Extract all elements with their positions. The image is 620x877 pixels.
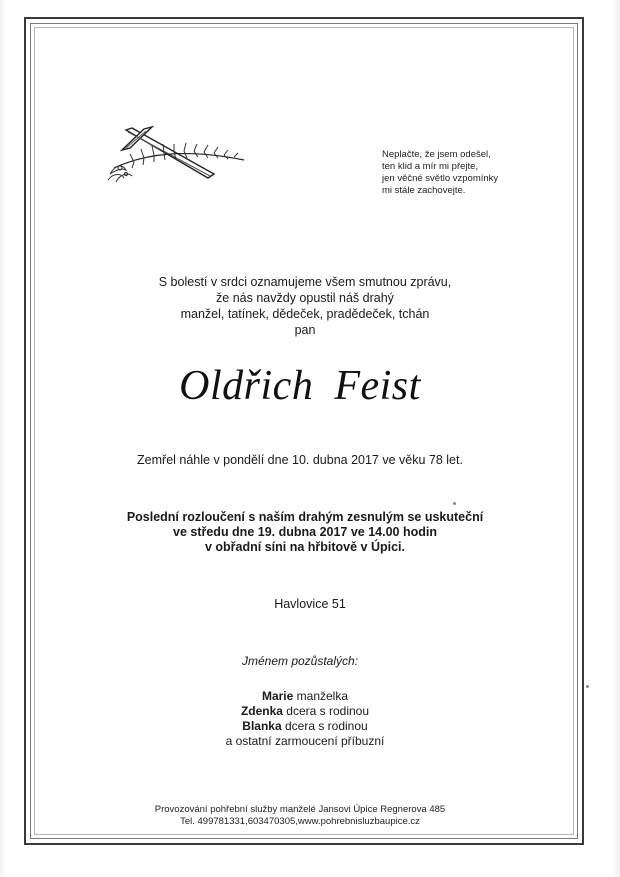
funeral-service-footer xyxy=(100,804,500,828)
scan-speck xyxy=(453,502,456,505)
cross-palm-icon xyxy=(104,124,250,184)
bereaved-entry xyxy=(150,689,460,704)
place-name: Havlovice 51 xyxy=(274,597,346,611)
bereaved-list xyxy=(150,689,460,749)
footer-line: Provozování pohřební služby manželé Jansovi Úpice Regnerova 485 xyxy=(154,804,446,815)
funeral-ceremony-info xyxy=(80,510,530,555)
announcement-intro xyxy=(80,274,530,338)
verse-line: mi stále zachovejte. xyxy=(382,185,466,196)
verse-line: Neplačte, že jsem odešel, xyxy=(382,149,491,160)
ceremony-line: Poslední rozloučení s naším drahým zesnulým se uskuteční xyxy=(126,510,484,524)
bereaved-name: Blanka xyxy=(242,719,282,733)
bereaved-relation: manželka xyxy=(293,689,349,703)
intro-line: manžel, tatínek, dědeček, pradědeček, tchán xyxy=(180,307,430,321)
bereaved-entry xyxy=(150,704,460,719)
intro-line: pan xyxy=(294,323,316,337)
bereaved-heading: Jménem pozůstalých: xyxy=(241,654,359,668)
bereaved-entry xyxy=(150,719,460,734)
memorial-verse xyxy=(382,149,532,197)
ceremony-line: v obřadní síni na hřbitově v Úpici. xyxy=(204,540,406,554)
footer-line: Tel. 499781331,603470305,www.pohrebnisluzbaupice.cz xyxy=(180,816,420,827)
death-notice: Zemřel náhle v pondělí dne 10. dubna 2017 ve věku 78 let. xyxy=(137,453,463,467)
verse-line: ten klid a mír mi přejte, xyxy=(382,161,479,172)
verse-line: jen věčné světlo vzpomínky xyxy=(382,173,499,184)
bereaved-name: Marie xyxy=(261,689,294,703)
bereaved-relation: dcera s rodinou xyxy=(281,719,368,733)
bereaved-relation: dcera s rodinou xyxy=(282,704,370,718)
deceased-name: Oldřich Feist xyxy=(179,363,421,409)
scan-speck xyxy=(586,685,589,688)
ceremony-line: ve středu dne 19. dubna 2017 ve 14.00 hodin xyxy=(173,525,437,539)
bereaved-closing: a ostatní zarmoucení příbuzní xyxy=(225,734,385,748)
intro-line: že nás navždy opustil náš drahý xyxy=(216,291,394,305)
bereaved-name: Zdenka xyxy=(240,704,283,718)
intro-line: S bolestí v srdci oznamujeme všem smutnou zprávu, xyxy=(158,275,452,289)
